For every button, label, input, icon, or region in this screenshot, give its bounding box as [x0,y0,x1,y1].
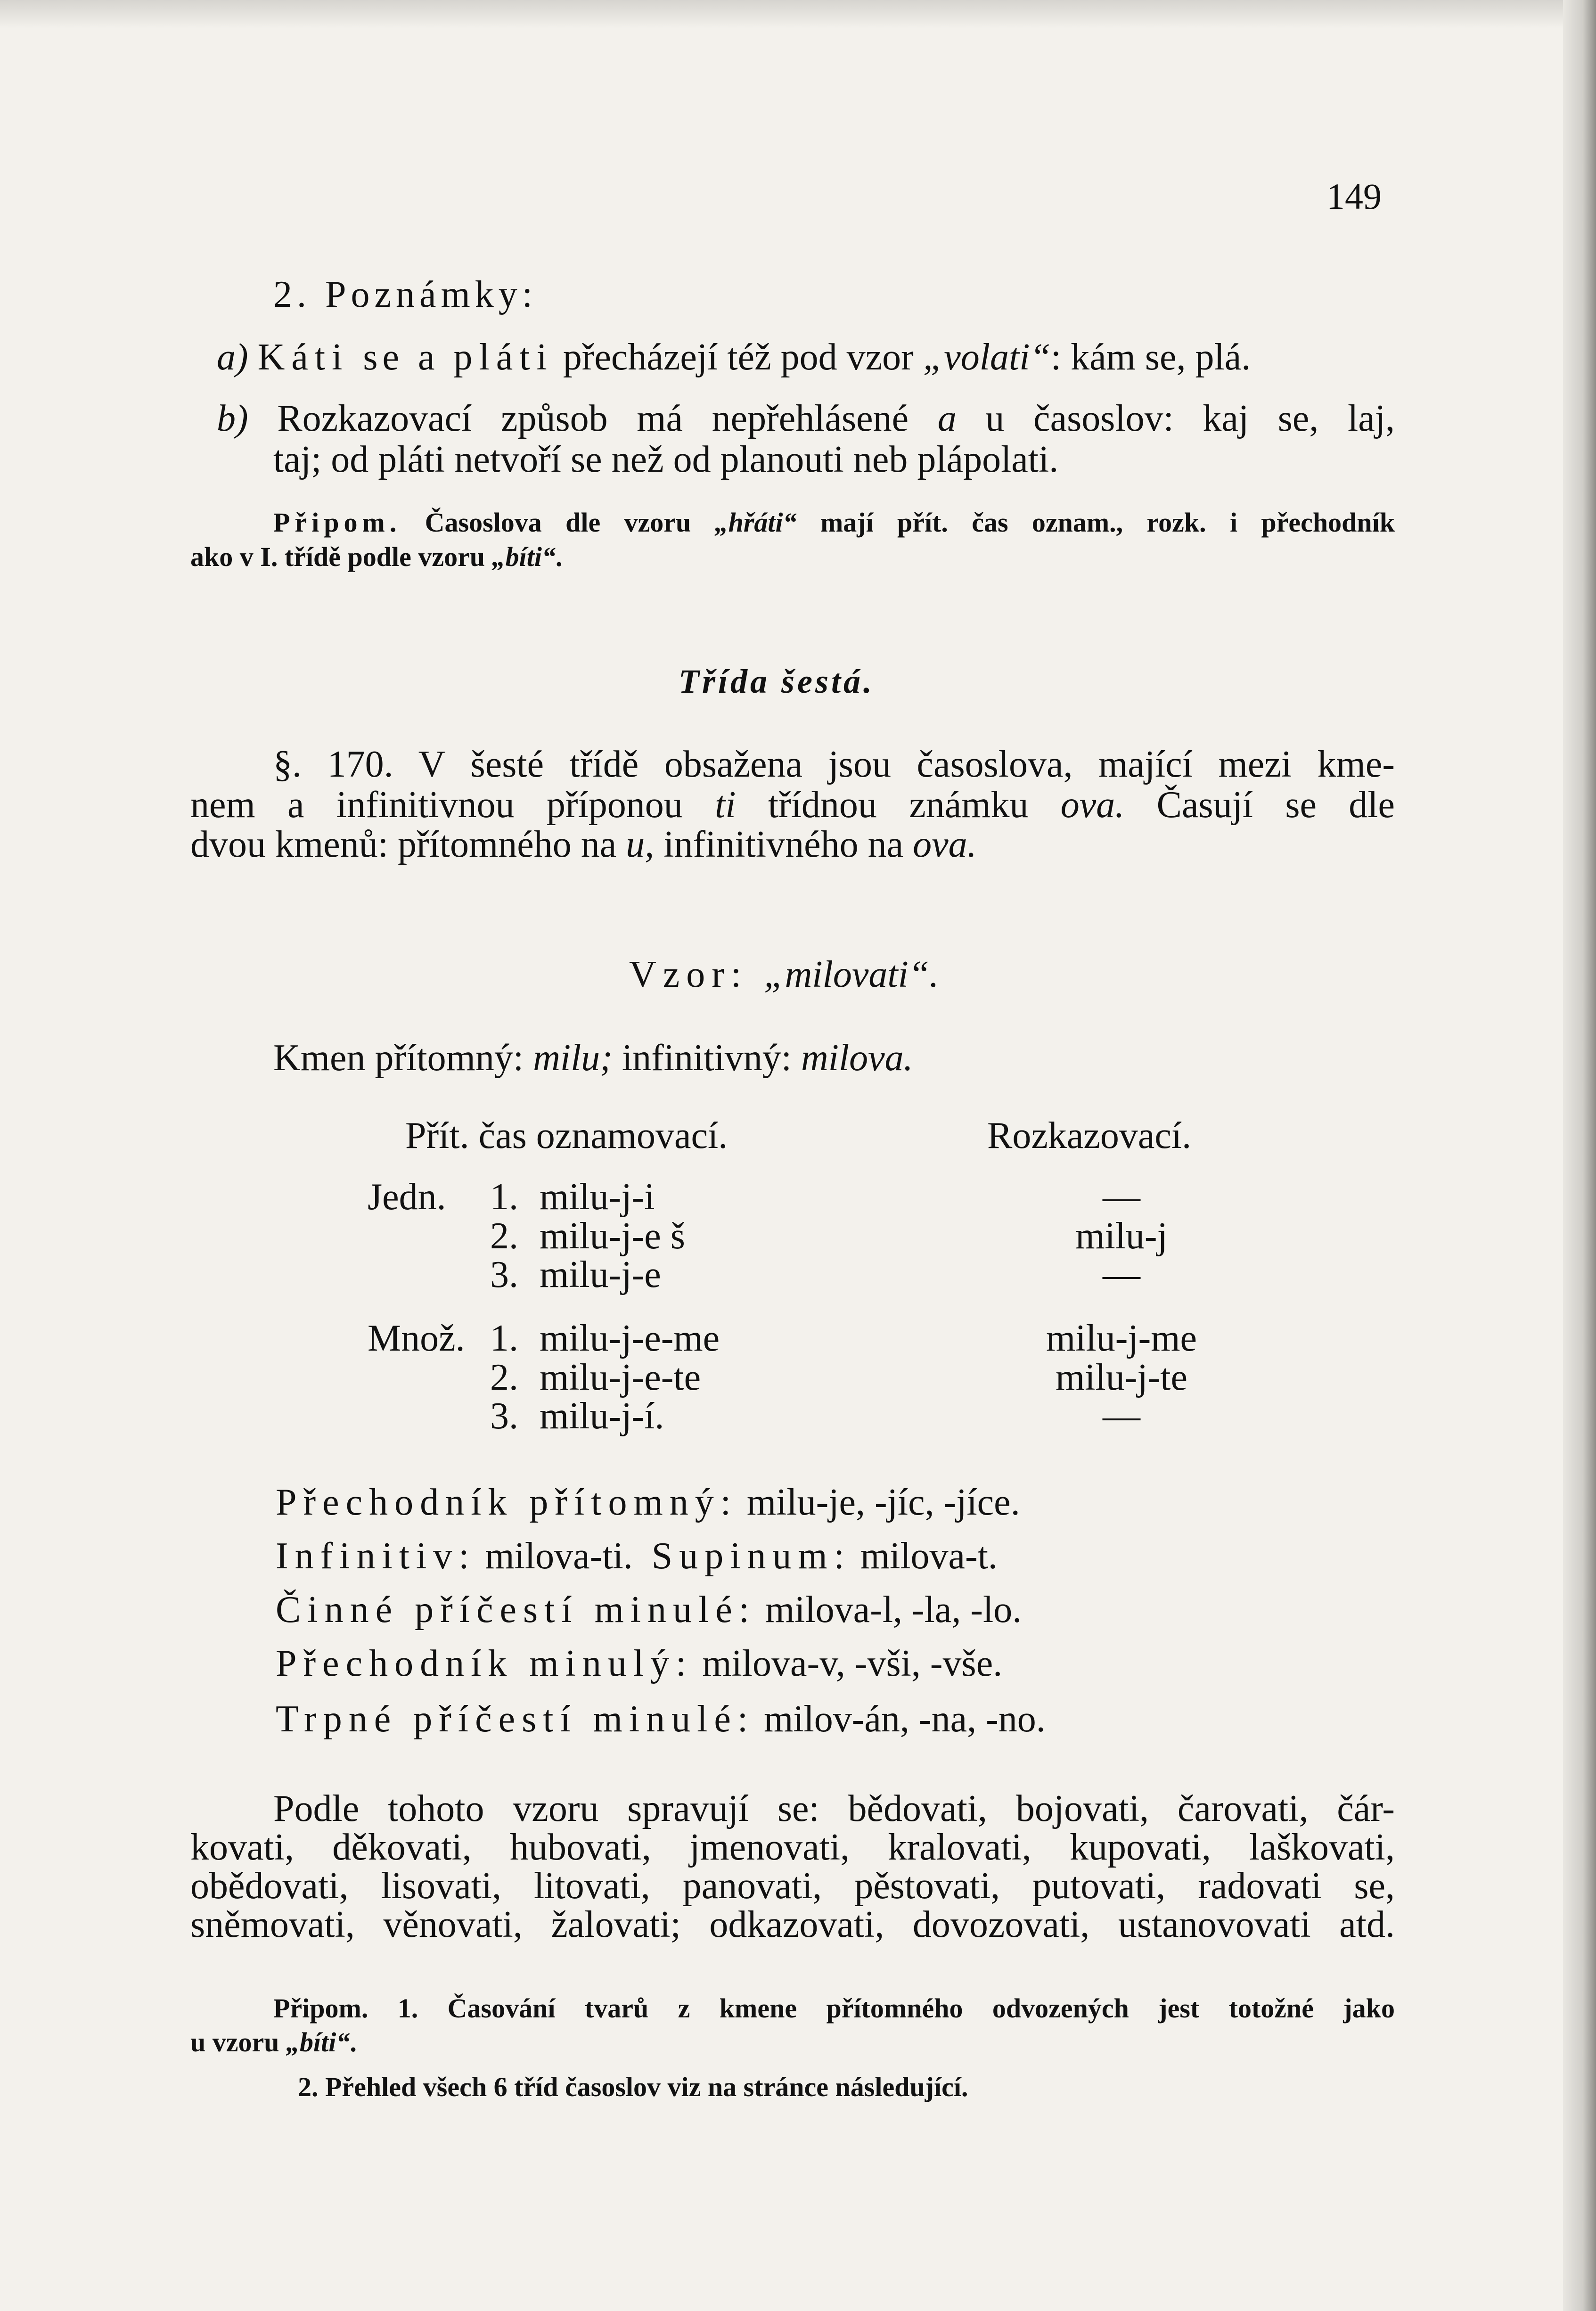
para-170-line2-a: nem a infinitivnou příponou [190,784,715,826]
pl-2-num: 2. [490,1357,518,1398]
note-a-text3: : kám se, plá. [1050,336,1251,378]
para-170-line3-a: dvou kmenů: přítomného na [190,824,626,865]
pripom-1-line2-text: ako v I. třídě podle vzoru [190,541,492,572]
note-a-text2: přecházejí též pod vzor [553,336,923,378]
para-list-line4: sněmovati, věnovati, žalovati; odkazovati, dovozovati, ustanovovati atd. [190,1904,1395,1945]
col2-header: Rozkazovací. [987,1115,1192,1156]
vzor-heading [629,956,939,993]
pripom-1-line2-italic: „bíti“ [491,541,556,572]
pripom-2-line2-end: . [350,2027,357,2057]
note-b-text-end: u časoslov: kaj se, laj, [956,398,1395,439]
form-5-value: milov-án, -na, -no. [754,1698,1046,1740]
sg-2-form: milu-j-e š [540,1215,685,1257]
sg-2-num: 2. [490,1215,518,1257]
sg-2-imp: milu-j [1075,1215,1168,1257]
note-b-italic: a [937,398,957,439]
para-170-line2-i2: ova. [1060,784,1125,826]
note-a [217,338,1251,376]
pripom-1-line2 [190,543,562,571]
note-a-word2: pláti [453,336,554,378]
form-3-value: milova-l, -la, -lo. [755,1589,1022,1631]
sg-1-imp: — [1103,1176,1140,1218]
note-b-line1 [217,400,1395,437]
page-edge-top [0,0,1596,28]
para-170-line3 [190,826,977,863]
kmen-line [273,1039,913,1077]
para-170-line2-i1: ti [715,784,736,826]
kmen-i2: milova. [801,1037,913,1079]
note-a-word1: Káti [257,336,349,378]
para-170-line2-c: Časují se dle [1124,784,1395,826]
pripom-1-line2-end: . [555,541,563,572]
vzor-label: Vzor: [629,954,764,995]
form-4-value: milova-v, -vši, -vše. [693,1643,1003,1684]
kmen-a: Kmen přítomný: [273,1037,533,1079]
pripom-2-line3: 2. Přehled všech 6 tříd časoslov viz na stránce následující. [298,2072,968,2102]
form-2-value: milova-ti. [475,1535,633,1577]
notes-heading: 2. Poznámky: [273,274,537,315]
form-line-2 [276,1537,998,1575]
kmen-b: infinitivný: [612,1037,801,1079]
form-5-label: Trpné příčestí minulé: [276,1698,755,1740]
form-3-label: Činné příčestí minulé: [276,1589,756,1631]
pripom-1-italic: „hřáti“ [714,507,797,538]
pripom-2-line1: Připom. 1. Časování tvarů z kmene přítomného odvozených jest totožné jako [273,1993,1395,2024]
note-b-line2: taj; od pláti netvoří se než od planouti neb plápolati. [273,439,1059,480]
pripom-1-line1 [273,509,1395,536]
kmen-i1: milu; [533,1037,613,1079]
form-2-label2: Supinum: [651,1535,851,1577]
pripom-1-label: Připom. [273,507,401,538]
para-list-line3: obědovati, lisovati, litovati, panovati, pěstovati, putovati, radovati se, [190,1865,1395,1907]
pl-1-form: milu-j-e-me [540,1318,720,1359]
sg-1-form: milu-j-i [540,1176,655,1218]
pl-1-num: 1. [490,1318,518,1359]
form-4-label: Přechodník minulý: [276,1643,693,1684]
form-2-label: Infinitiv: [276,1535,476,1577]
plural-label: Množ. [368,1318,465,1359]
pl-1-imp: milu-j-me [1046,1318,1197,1359]
pripom-2-line2-text: u vzoru [190,2027,286,2057]
note-a-vzor: „volati“ [923,336,1051,378]
form-line-3 [276,1591,1022,1629]
form-1-label: Přechodník přítomný: [276,1482,737,1523]
page-edge-right [1563,0,1596,2311]
pl-3-num: 3. [490,1395,518,1437]
form-line-5 [276,1700,1046,1738]
para-170-line1: §. 170. V šesté třídě obsažena jsou časoslova, mající mezi kme- [273,744,1395,785]
sg-3-num: 3. [490,1254,518,1295]
form-2-value2: milova-t. [851,1535,998,1577]
form-line-4 [276,1645,1002,1682]
sg-1-num: 1. [490,1176,518,1218]
para-170-line2 [190,786,1395,824]
pl-2-form: milu-j-e-te [540,1357,701,1398]
col1-header: Přít. čas oznamovací. [405,1115,728,1156]
form-1-value: milu-je, -jíc, -jíce. [737,1482,1020,1523]
pripom-2-line2-italic: „bíti“ [286,2027,350,2057]
vzor-word: „milovati“. [764,954,939,995]
note-a-text1: se a [349,336,454,378]
para-170-line3-i1: u, [626,824,655,865]
pripom-1-text: Časoslova dle vzoru [401,507,715,538]
sg-3-form: milu-j-e [540,1254,661,1295]
para-list-line1: Podle tohoto vzoru spravují se: bědovati, bojovati, čarovati, čár- [273,1788,1395,1829]
sg-3-imp: — [1103,1254,1140,1295]
note-b-text: Rozkazovací způsob má nepřehlásené [277,398,938,439]
para-170-line2-b: třídnou známku [736,784,1061,826]
pripom-2-line2 [190,2029,357,2056]
page-number: 149 [1326,176,1382,217]
para-170-line3-i2: ova. [913,824,977,865]
pripom-1-text-end: mají přít. čas oznam., rozk. i přechodník [796,507,1395,538]
form-line-1 [276,1483,1020,1521]
note-b-label: b) [217,398,248,439]
pl-2-imp: milu-j-te [1056,1357,1187,1398]
para-170-line3-b: infinitivného na [654,824,913,865]
pl-3-imp: — [1103,1395,1140,1437]
para-list-line2: kovati, děkovati, hubovati, jmenovati, kralovati, kupovati, laškovati, [190,1827,1395,1868]
pl-3-form: milu-j-í. [540,1395,664,1437]
note-a-label: a) [217,336,248,378]
class-heading: Třída šestá. [679,663,875,700]
singular-label: Jedn. [368,1176,446,1218]
